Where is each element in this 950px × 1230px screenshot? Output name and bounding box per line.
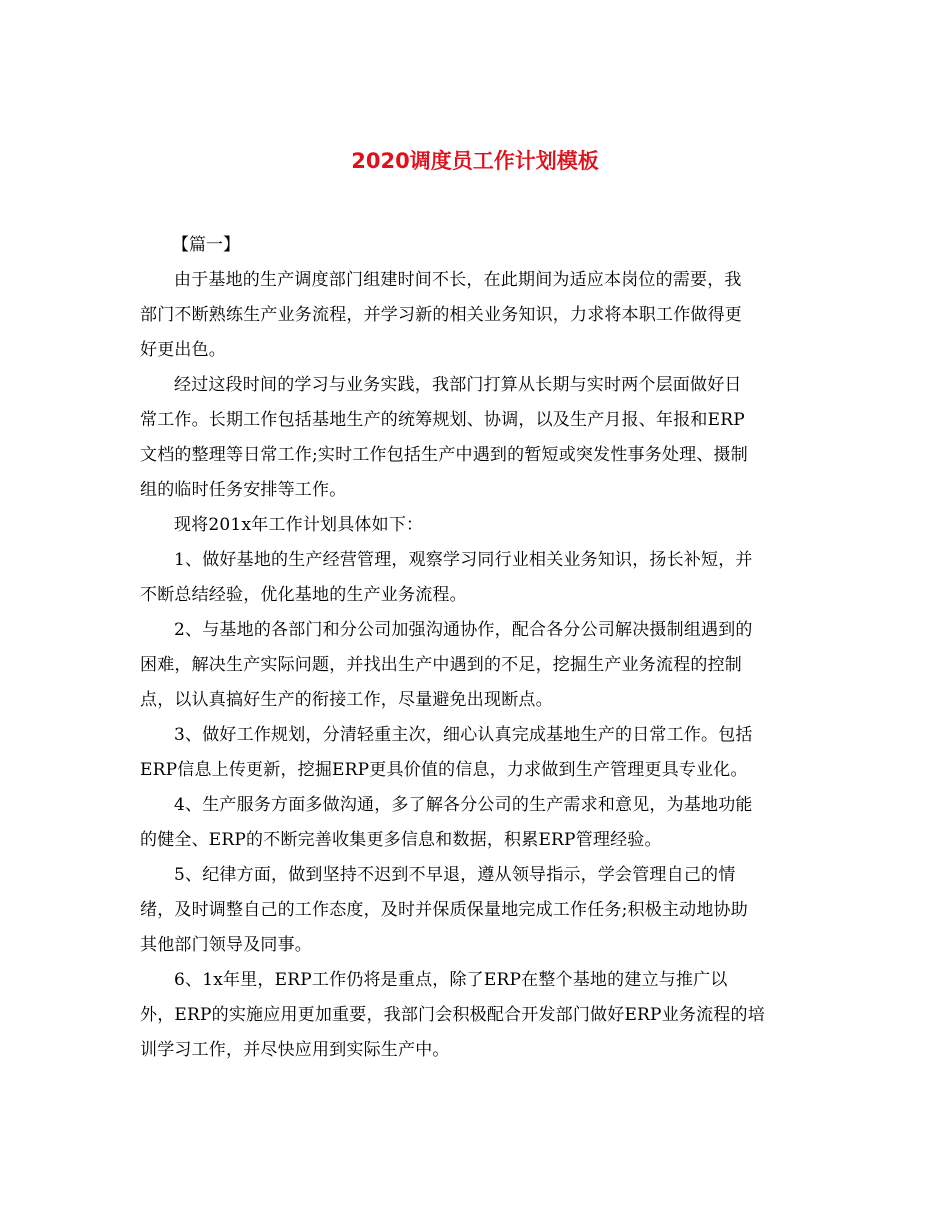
paragraph-line: 常工作。长期工作包括基地生产的统筹规划、协调，以及生产月报、年报和ERP (140, 410, 745, 430)
paragraph-line: 文档的整理等日常工作;实时工作包括生产中遇到的暂短或突发性事务处理、摄制 (140, 445, 748, 465)
paragraph (140, 613, 810, 718)
section-label: 【篇一】 (172, 235, 240, 255)
paragraph-line: 外，ERP的实施应用更加重要，我部门会积极配合开发部门做好ERP业务流程的培 (140, 1005, 765, 1025)
paragraph-list (140, 263, 810, 1068)
paragraph-line: 点，以认真搞好生产的衔接工作，尽量避免出现断点。 (140, 690, 553, 710)
paragraph-line: 1、做好基地的生产经营管理，观察学习同行业相关业务知识，扬长补短，并 (174, 550, 753, 570)
paragraph-line: ERP信息上传更新，挖掘ERP更具价值的信息，力求做到生产管理更具专业化。 (140, 760, 748, 780)
paragraph (140, 858, 810, 963)
paragraph-line: 不断总结经验，优化基地的生产业务流程。 (140, 585, 467, 605)
paragraph (140, 718, 810, 788)
paragraph-line: 训学习工作，并尽快应用到实际生产中。 (140, 1040, 450, 1060)
paragraph (140, 508, 810, 543)
paragraph-line: 好更出色。 (140, 340, 226, 360)
document-title: 2020调度员工作计划模板 (351, 149, 599, 173)
paragraph-line: 3、做好工作规划，分清轻重主次，细心认真完成基地生产的日常工作。包括 (174, 725, 753, 745)
paragraph-line: 由于基地的生产调度部门组建时间不长，在此期间为适应本岗位的需要，我 (174, 270, 742, 290)
paragraph (140, 963, 810, 1068)
paragraph-line: 的健全、ERP的不断完善收集更多信息和数据，积累ERP管理经验。 (140, 830, 662, 850)
paragraph (140, 788, 810, 858)
paragraph (140, 263, 810, 368)
paragraph (140, 543, 810, 613)
paragraph (140, 368, 810, 508)
paragraph-line: 困难，解决生产实际问题，并找出生产中遇到的不足，挖掘生产业务流程的控制 (140, 655, 742, 675)
paragraph-line: 绪，及时调整自己的工作态度，及时并保质保量地完成工作任务;积极主动地协助 (140, 900, 748, 920)
paragraph-line: 2、与基地的各部门和分公司加强沟通协作，配合各分公司解决摄制组遇到的 (174, 620, 753, 640)
paragraph-line: 部门不断熟练生产业务流程，并学习新的相关业务知识，力求将本职工作做得更 (140, 305, 742, 325)
paragraph-line: 6、1x年里，ERP工作仍将是重点，除了ERP在整个基地的建立与推广以 (174, 970, 728, 990)
paragraph-line: 5、纪律方面，做到坚持不迟到不早退，遵从领导指示，学会管理自己的情 (174, 865, 736, 885)
paragraph-line: 4、生产服务方面多做沟通，多了解各分公司的生产需求和意见，为基地功能 (174, 795, 753, 815)
paragraph-line: 经过这段时间的学习与业务实践，我部门打算从长期与实时两个层面做好日 (174, 375, 742, 395)
paragraph-line: 其他部门领导及同事。 (140, 935, 312, 955)
paragraph-line: 组的临时任务安排等工作。 (140, 480, 347, 500)
document-body (140, 228, 810, 1068)
paragraph-line: 现将201x年工作计划具体如下： (174, 515, 424, 535)
